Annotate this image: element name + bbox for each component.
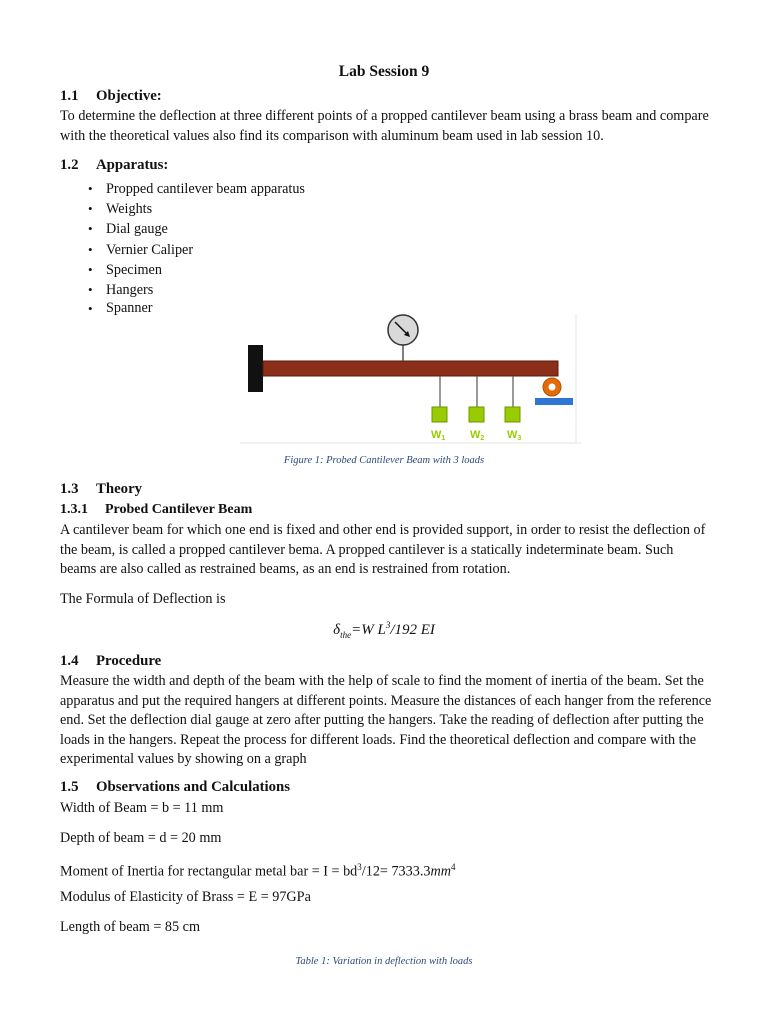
procedure-text: Measure the width and depth of the beam with the help of scale to find the moment of inertia of the beam. Set the apparatus and put the required hangers at different points. Measure the distances of each hanger from the reference end. Set the deflection dial gauge at zero after putting the hangers. Take the reading of deflection after putting the loads in the hangers. Repeat the process for different loads. Find the theoretical deflection and compare with the experimental values by showing on a graph [60,673,712,768]
beam-width: Width of Beam = b = 11 mm [60,800,224,816]
page-title: Lab Session 9 [338,63,430,80]
list-item: • Spanner [88,300,305,317]
formula-intro: The Formula of Deflection is [60,591,226,607]
section-title: Observations and Calculations [96,779,291,795]
beam-figure [238,312,583,447]
objective-text: To determine the deflection at three different points of a propped cantilever beam using a brass beam and compare with the theoretical values also find its comparison with aluminum beam used in lab session 10. [60,108,709,144]
section-heading-procedure [60,653,161,670]
section-number: 1.5 [60,779,79,795]
section-title: Procedure [96,653,162,669]
modulus-of-elasticity: Modulus of Elasticity of Brass = E = 97GPa [60,889,311,905]
list-item: • Weights [88,199,305,219]
fixed-support [248,345,263,392]
section-title: Theory [96,481,143,497]
list-item: • Vernier Caliper [88,240,305,260]
section-heading-observations [60,779,290,796]
weight-label-1: W1 [431,429,446,442]
section-title: Apparatus: [96,157,169,173]
weight-label-2: W2 [470,429,485,442]
beam-length: Length of beam = 85 cm [60,919,200,935]
figure-caption: Figure 1: Probed Cantilever Beam with 3 loads [283,455,485,466]
apparatus-list [88,179,305,317]
weight-label-3: W3 [507,429,522,442]
section-heading-objective [60,88,162,105]
weight-1 [432,407,447,422]
deflection-formula: $\delta_{the}=W$ $L^3/192$ EI [333,620,435,640]
weight-2 [469,407,484,422]
roller-pin [549,384,556,391]
list-item: • Hangers [88,280,305,300]
weight-3 [505,407,520,422]
section-title: Objective: [96,88,162,104]
subsection-heading-probed-beam [60,502,252,518]
support-base [535,398,573,405]
section-number: 1.4 [60,653,79,669]
table-caption: Table 1: Variation in deflection with loads [295,956,473,967]
section-title: Probed Cantilever Beam [105,502,253,517]
section-heading-apparatus [60,157,168,174]
list-item: • Propped cantilever beam apparatus [88,179,305,199]
beam-depth: Depth of beam = d = 20 mm [60,830,222,846]
beam [263,361,558,376]
section-heading-theory [60,481,142,498]
section-number: 1.3 [60,481,79,497]
section-number: 1.2 [60,157,79,173]
section-number: 1.1 [60,88,79,104]
theory-text: A cantilever beam for which one end is fixed and other end is provided support, in order to resist the deflection of the beam, is called a propped cantilever bema. A propped cantilever is a statically indeterminate beam. Such beams are also called as restrained beams, as an end is restrained from rotation. [60,522,706,578]
moment-of-inertia: Moment of Inertia for rectangular metal bar = $I = bd^3/12= 7333.3mm^4$ [60,862,456,880]
list-item: • Specimen [88,260,305,280]
section-number: 1.3.1 [60,502,88,517]
list-item: • Dial gauge [88,219,305,239]
